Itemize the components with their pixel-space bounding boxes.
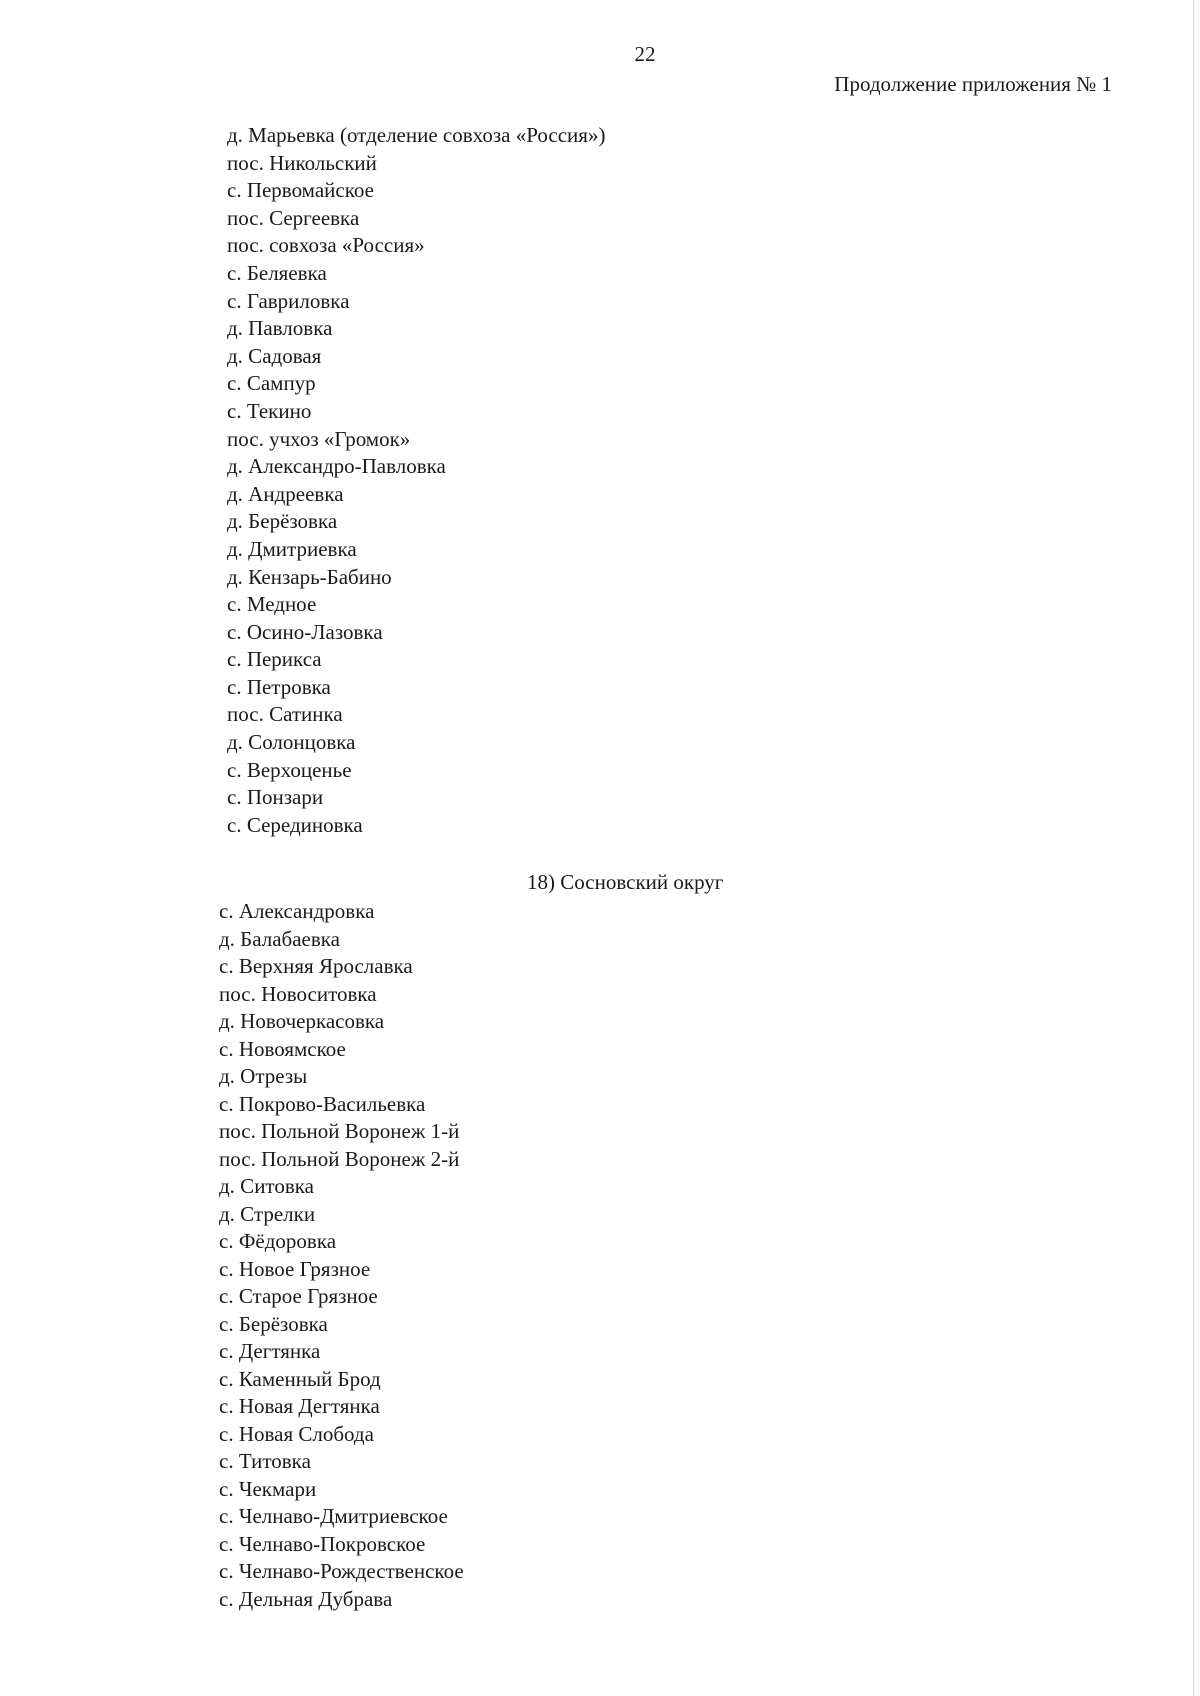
- list-item: с. Новое Грязное: [219, 1256, 371, 1281]
- list-item: с. Каменный Брод: [219, 1366, 381, 1391]
- list-item: с. Фёдоровка: [219, 1229, 337, 1253]
- list-item: пос. Никольский: [227, 150, 377, 175]
- page-number: 22: [634, 42, 656, 66]
- list-item: с. Верхняя Ярославка: [219, 954, 413, 978]
- list-item: д. Ситовка: [219, 1174, 314, 1198]
- list-item: д. Берёзовка: [227, 509, 338, 534]
- list-item: д. Солонцовка: [227, 730, 356, 755]
- list-item: пос. Сатинка: [227, 702, 343, 727]
- list-item: с. Дельная Дубрава: [219, 1586, 393, 1611]
- list-item: пос. совхоза «Россия»: [227, 233, 425, 258]
- list-item: с. Текино: [227, 398, 312, 423]
- list-item: с. Петровка: [227, 674, 331, 699]
- list-item: д. Дмитриевка: [227, 536, 357, 561]
- list-item: с. Осино-Лазовка: [227, 619, 383, 644]
- list-item: с. Беляевка: [227, 260, 327, 285]
- settlement-list-top: [227, 122, 605, 839]
- list-item: с. Серединовка: [227, 812, 363, 837]
- list-item: с. Понзари: [227, 785, 324, 810]
- list-item: д. Новочеркасовка: [219, 1009, 385, 1033]
- list-item: пос. Польной Воронеж 1-й: [219, 1119, 460, 1143]
- section-heading: 18) Сосновский округ: [527, 870, 724, 894]
- list-item: с. Старое Грязное: [219, 1284, 378, 1308]
- settlement-list-sosnovsky: [219, 898, 464, 1613]
- list-item: пос. Польной Воронеж 2-й: [219, 1146, 460, 1171]
- list-item: с. Чекмари: [219, 1476, 317, 1501]
- list-item: д. Марьевка (отделение совхоза «Россия»): [227, 123, 606, 147]
- list-item: д. Павловка: [227, 316, 333, 341]
- list-item: с. Титовка: [219, 1449, 311, 1473]
- list-item: пос. Сергеевка: [227, 205, 360, 230]
- list-item: с. Челнаво-Рождественское: [219, 1559, 464, 1583]
- list-item: с. Челнаво-Дмитриевское: [219, 1504, 448, 1528]
- list-item: с. Покрово-Васильевка: [219, 1091, 426, 1116]
- list-item: с. Челнаво-Покровское: [219, 1531, 426, 1556]
- list-item: с. Дегтянка: [219, 1339, 321, 1363]
- list-item: пос. учхоз «Громок»: [227, 426, 411, 451]
- list-item: д. Отрезы: [219, 1064, 308, 1088]
- list-item: д. Александро-Павловка: [227, 454, 446, 479]
- list-item: с. Верхоценье: [227, 757, 352, 782]
- list-item: д. Садовая: [227, 343, 322, 368]
- list-item: с. Первомайское: [227, 178, 374, 203]
- continuation-label: Продолжение приложения № 1: [834, 72, 1112, 96]
- list-item: с. Новая Дегтянка: [219, 1394, 380, 1418]
- list-item: с. Медное: [227, 592, 317, 617]
- list-item: с. Гавриловка: [227, 288, 350, 313]
- list-item: с. Сампур: [227, 371, 316, 396]
- list-item: с. Новая Слобода: [219, 1421, 374, 1446]
- list-item: д. Балабаевка: [219, 926, 340, 951]
- list-item: с. Берёзовка: [219, 1311, 328, 1336]
- list-item: д. Андреевка: [227, 481, 344, 506]
- list-item: с. Александровка: [219, 899, 375, 923]
- list-item: с. Перикса: [227, 647, 322, 672]
- list-item: с. Новоямское: [219, 1036, 346, 1061]
- list-item: пос. Новоситовка: [219, 981, 377, 1006]
- scan-edge: [1193, 0, 1200, 1696]
- list-item: д. Кензарь-Бабино: [227, 564, 392, 589]
- list-item: д. Стрелки: [219, 1201, 316, 1226]
